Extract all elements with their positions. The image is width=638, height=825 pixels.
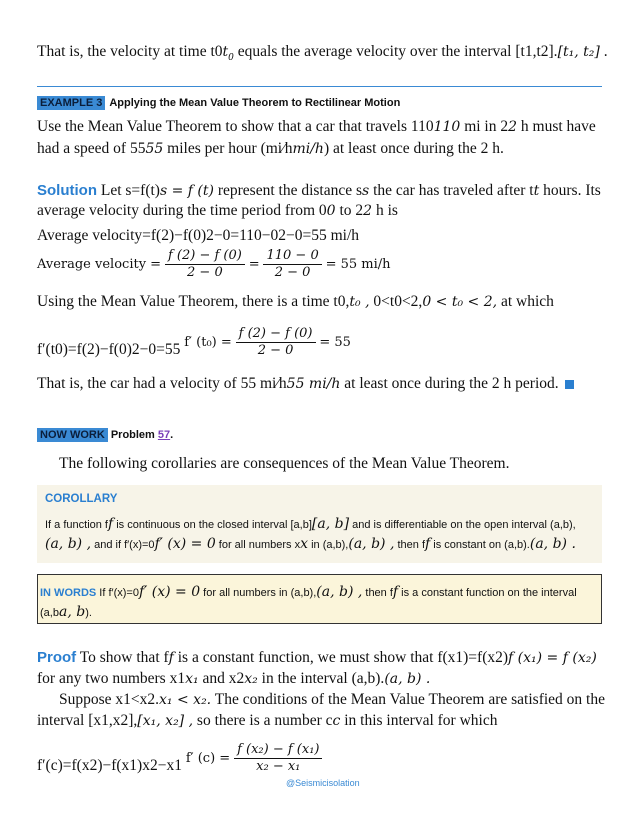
example-header <box>37 92 400 113</box>
solution-line-2: average velocity during the time period from 00 to 22 h is <box>37 202 398 219</box>
corollaries-intro: The following corollaries are consequences of the Mean Value Theorem. <box>59 455 510 472</box>
fraction-average: $\frac{f (2) - f (0)}{2 - 0}$ <box>165 248 245 281</box>
in-words-line-2: (a,ba, b). <box>40 604 92 620</box>
example-statement-line-1: Use the Mean Value Theorem to show that a car that travels 110110 mi in 22 h must have <box>37 118 596 135</box>
math-t0: $t_0$ <box>222 44 234 63</box>
example-statement-line-2: had a speed of 5555 miles per hour (mi⁄hmi/h) at least once during the 2 h. <box>37 140 504 157</box>
average-velocity-text: Average velocity=f(2)−f(0)2−0=110−02−0=55 mi/h <box>37 227 360 244</box>
proof-line-1: Proof To show that ff is a constant function, we must show that f(x1)=f(x2)f (x₁) = f (x₂) <box>37 649 597 666</box>
proof-equation: f′(c)=f(x2)−f(x1)x2−x1 f′ (c) = $\frac{\text{f (x₂) − f (x₁)}}{\text{x₂ − x₁}}$ <box>37 738 322 786</box>
corollary-title: COROLLARY <box>45 493 118 505</box>
intro-paragraph: That is, the velocity at time $t0t_0$ equals the average velocity over the interval [t1,t2].[t₁, t₂] . <box>37 43 608 63</box>
fraction-values: $\frac{110 - 0}{2 - 0}$ <box>263 248 321 281</box>
corollary-line-2: (a, b) , and if f′(x)=0f′ (x) = 0 for all numbers xx in (a,b),(a, b) , then ff is constant on (a,b).(a, b) . <box>45 536 576 552</box>
example-title: Applying the Mean Value Theorem to Rectilinear Motion <box>109 97 401 109</box>
end-of-solution-icon <box>565 380 574 389</box>
section-divider <box>37 86 602 87</box>
proof-label: Proof <box>37 649 77 666</box>
solution-line-1: Solution Let s=f(t)s = f (t) represent the distance ss the car has traveled after tt hours. Its <box>37 182 601 199</box>
corollary-line-1: If a function ff is continuous on the closed interval [a,b][a, b] and is differentiable on the open interval (a,b), <box>45 516 576 532</box>
proof-line-2: for any two numbers x1x₁ and x2x₂ in the interval (a,b).(a, b) . <box>37 670 431 687</box>
corollary-box <box>37 485 602 563</box>
in-words-box <box>37 574 602 624</box>
proof-line-3: Suppose x1<x2.x₁ < x₂. The conditions of the Mean Value Theorem are satisfied on the <box>59 691 605 708</box>
watermark: @Seismicisolation <box>286 778 360 788</box>
example-badge: EXAMPLE 3 <box>37 96 105 110</box>
math-interval: [t₁, t₂] <box>557 44 600 60</box>
mvt-statement: Using the Mean Value Theorem, there is a time t0,t₀ , 0<t0<2,0 < t₀ < 2, at which <box>37 293 554 310</box>
in-words-label: IN WORDS <box>40 587 97 599</box>
average-velocity-equation: Average velocity = $\frac{f (2) - f (0)}{2 - 0}$ = $\frac{110 - 0}{2 - 0}$ = 55 mi/h <box>37 247 391 280</box>
now-work: NOW WORK Problem 57. <box>37 424 173 445</box>
in-words-line-1: IN WORDS If f′(x)=0f′ (x) = 0 for all numbers in (a,b),(a, b) , then ff is a constant function on the interval <box>40 584 577 600</box>
problem-57-link[interactable]: 57 <box>157 429 171 441</box>
conclusion-line: That is, the car had a velocity of 55 mi⁄h55 mi/h at least once during the 2 h period. <box>37 374 574 394</box>
now-work-badge: NOW WORK <box>37 428 108 442</box>
derivative-equation: f′(t0)=f(2)−f(0)2−0=55 f′ (t₀) = $\frac{f (2) - f (0)}{2 - 0}$ = 55 <box>37 325 351 358</box>
proof-line-4: interval [x1,x2],[x₁, x₂] , so there is a number cc in this interval for which <box>37 712 498 729</box>
solution-label: Solution <box>37 182 97 199</box>
